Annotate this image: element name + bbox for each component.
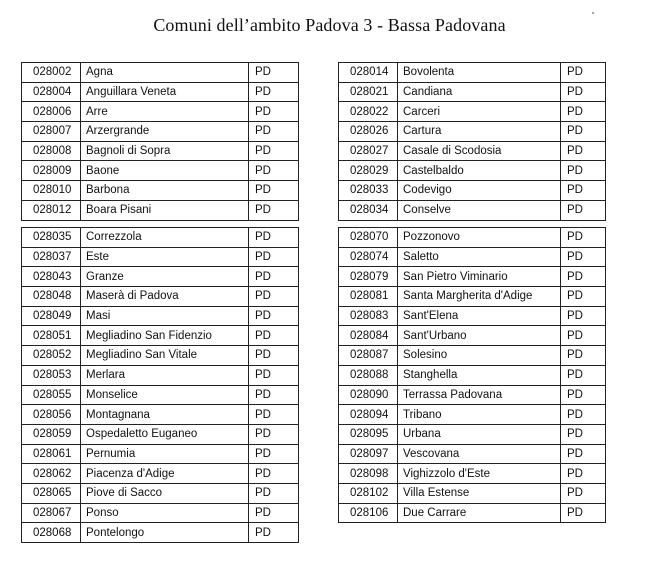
- province-cell: PD: [561, 444, 606, 464]
- table-row: [339, 102, 606, 122]
- table-row: [22, 267, 299, 287]
- province-cell: PD: [249, 181, 299, 201]
- table-row: [339, 181, 606, 201]
- table-row: [339, 122, 606, 142]
- table-row: [22, 365, 299, 385]
- comune-code-cell: 028049: [22, 306, 81, 326]
- comune-name-cell: Candiana: [398, 82, 561, 102]
- comune-name-cell: Vighizzolo d'Este: [398, 464, 561, 484]
- table-row: [339, 287, 606, 307]
- comune-name-cell: Ospedaletto Euganeo: [81, 424, 249, 444]
- province-cell: PD: [561, 464, 606, 484]
- table-row: [22, 287, 299, 307]
- comune-name-cell: Vescovana: [398, 444, 561, 464]
- province-cell: PD: [249, 365, 299, 385]
- comune-name-cell: Urbana: [398, 424, 561, 444]
- comune-code-cell: 028055: [22, 385, 81, 405]
- comune-code-cell: 028081: [339, 287, 398, 307]
- comuni-table-top-left: [21, 62, 299, 221]
- table-row: [22, 141, 299, 161]
- province-cell: PD: [249, 247, 299, 267]
- comune-name-cell: Codevigo: [398, 181, 561, 201]
- comune-name-cell: Saletto: [398, 247, 561, 267]
- comune-name-cell: Megliadino San Vitale: [81, 346, 249, 366]
- comune-code-cell: 028021: [339, 82, 398, 102]
- comune-name-cell: Baone: [81, 161, 249, 181]
- province-cell: PD: [249, 63, 299, 83]
- table-row: [339, 228, 606, 248]
- comune-name-cell: Arre: [81, 102, 249, 122]
- comune-code-cell: 028067: [22, 503, 81, 523]
- province-cell: PD: [561, 385, 606, 405]
- province-cell: PD: [561, 267, 606, 287]
- comune-name-cell: Megliadino San Fidenzio: [81, 326, 249, 346]
- comuni-table-top-right: [338, 62, 606, 221]
- province-cell: PD: [249, 444, 299, 464]
- table-row: [22, 63, 299, 83]
- table-row: [22, 122, 299, 142]
- comune-code-cell: 028059: [22, 424, 81, 444]
- comune-code-cell: 028097: [339, 444, 398, 464]
- comune-code-cell: 028014: [339, 63, 398, 83]
- table-row: [339, 63, 606, 83]
- comune-code-cell: 028022: [339, 102, 398, 122]
- province-cell: PD: [249, 141, 299, 161]
- table-row: [339, 365, 606, 385]
- province-cell: PD: [561, 102, 606, 122]
- comune-name-cell: Pontelongo: [81, 523, 249, 543]
- comune-name-cell: Terrassa Padovana: [398, 385, 561, 405]
- comune-code-cell: 028009: [22, 161, 81, 181]
- comune-code-cell: 028051: [22, 326, 81, 346]
- comune-name-cell: Bovolenta: [398, 63, 561, 83]
- comune-name-cell: Anguillara Veneta: [81, 82, 249, 102]
- province-cell: PD: [249, 287, 299, 307]
- table-row: [339, 444, 606, 464]
- province-cell: PD: [561, 141, 606, 161]
- province-cell: PD: [249, 424, 299, 444]
- comune-name-cell: Este: [81, 247, 249, 267]
- comune-code-cell: 028062: [22, 464, 81, 484]
- comune-code-cell: 028084: [339, 326, 398, 346]
- province-cell: PD: [561, 287, 606, 307]
- province-cell: PD: [561, 405, 606, 425]
- comune-name-cell: Piacenza d'Adige: [81, 464, 249, 484]
- comune-code-cell: 028106: [339, 503, 398, 523]
- province-cell: PD: [561, 181, 606, 201]
- province-cell: PD: [249, 523, 299, 543]
- province-cell: PD: [249, 122, 299, 142]
- table-row: [339, 346, 606, 366]
- table-row: [22, 326, 299, 346]
- province-cell: PD: [561, 365, 606, 385]
- table-row: [22, 464, 299, 484]
- province-cell: PD: [249, 385, 299, 405]
- comune-code-cell: 028065: [22, 483, 81, 503]
- comune-code-cell: 028010: [22, 181, 81, 201]
- comune-code-cell: 028006: [22, 102, 81, 122]
- province-cell: PD: [561, 326, 606, 346]
- comune-code-cell: 028098: [339, 464, 398, 484]
- comuni-table-bottom-left: [21, 227, 299, 543]
- comune-name-cell: Ponso: [81, 503, 249, 523]
- comune-code-cell: 028102: [339, 483, 398, 503]
- table-row: [22, 306, 299, 326]
- table-row: [339, 503, 606, 523]
- comune-code-cell: 028053: [22, 365, 81, 385]
- province-cell: PD: [249, 306, 299, 326]
- comune-code-cell: 028037: [22, 247, 81, 267]
- province-cell: PD: [249, 102, 299, 122]
- comune-name-cell: Pernumia: [81, 444, 249, 464]
- table-row: [339, 161, 606, 181]
- page-title: Comuni dell’ambito Padova 3 - Bassa Padovana: [153, 15, 506, 35]
- province-cell: PD: [249, 464, 299, 484]
- comune-code-cell: 028070: [339, 228, 398, 248]
- comune-code-cell: 028043: [22, 267, 81, 287]
- comune-code-cell: 028094: [339, 405, 398, 425]
- table-row: [22, 346, 299, 366]
- comune-code-cell: 028087: [339, 346, 398, 366]
- province-cell: PD: [561, 483, 606, 503]
- comune-code-cell: 028090: [339, 385, 398, 405]
- table-row: [339, 141, 606, 161]
- comune-name-cell: Solesino: [398, 346, 561, 366]
- province-cell: PD: [561, 346, 606, 366]
- province-cell: PD: [249, 503, 299, 523]
- comune-code-cell: 028068: [22, 523, 81, 543]
- comune-name-cell: Merlara: [81, 365, 249, 385]
- scan-speck: [592, 12, 594, 14]
- comune-name-cell: Casale di Scodosia: [398, 141, 561, 161]
- table-row: [339, 424, 606, 444]
- table-row: [22, 405, 299, 425]
- comune-code-cell: 028052: [22, 346, 81, 366]
- comune-code-cell: 028048: [22, 287, 81, 307]
- comune-name-cell: Sant'Elena: [398, 306, 561, 326]
- comune-name-cell: Carceri: [398, 102, 561, 122]
- province-cell: PD: [249, 228, 299, 248]
- table-row: [339, 247, 606, 267]
- comune-name-cell: Arzergrande: [81, 122, 249, 142]
- comune-code-cell: 028095: [339, 424, 398, 444]
- comune-name-cell: Castelbaldo: [398, 161, 561, 181]
- comune-name-cell: San Pietro Viminario: [398, 267, 561, 287]
- comune-name-cell: Due Carrare: [398, 503, 561, 523]
- province-cell: PD: [561, 200, 606, 220]
- comune-code-cell: 028026: [339, 122, 398, 142]
- comune-name-cell: Pozzonovo: [398, 228, 561, 248]
- province-cell: PD: [561, 228, 606, 248]
- table-row: [339, 267, 606, 287]
- comune-name-cell: Piove di Sacco: [81, 483, 249, 503]
- province-cell: PD: [249, 405, 299, 425]
- province-cell: PD: [249, 82, 299, 102]
- comune-code-cell: 028088: [339, 365, 398, 385]
- table-row: [339, 326, 606, 346]
- comune-name-cell: Maserà di Padova: [81, 287, 249, 307]
- comune-code-cell: 028035: [22, 228, 81, 248]
- comune-code-cell: 028008: [22, 141, 81, 161]
- comune-code-cell: 028061: [22, 444, 81, 464]
- table-row: [22, 228, 299, 248]
- province-cell: PD: [249, 483, 299, 503]
- table-row: [22, 200, 299, 220]
- province-cell: PD: [561, 122, 606, 142]
- comune-name-cell: Bagnoli di Sopra: [81, 141, 249, 161]
- table-row: [339, 405, 606, 425]
- comune-name-cell: Villa Estense: [398, 483, 561, 503]
- table-row: [22, 161, 299, 181]
- comune-code-cell: 028079: [339, 267, 398, 287]
- province-cell: PD: [561, 82, 606, 102]
- table-row: [22, 102, 299, 122]
- province-cell: PD: [249, 326, 299, 346]
- table-row: [22, 181, 299, 201]
- province-cell: PD: [249, 346, 299, 366]
- comune-name-cell: Montagnana: [81, 405, 249, 425]
- comune-name-cell: Cartura: [398, 122, 561, 142]
- comuni-table-bottom-right: [338, 227, 606, 523]
- province-cell: PD: [249, 267, 299, 287]
- comune-name-cell: Sant'Urbano: [398, 326, 561, 346]
- table-row: [22, 483, 299, 503]
- comune-code-cell: 028029: [339, 161, 398, 181]
- comune-name-cell: Stanghella: [398, 365, 561, 385]
- province-cell: PD: [561, 306, 606, 326]
- comune-code-cell: 028012: [22, 200, 81, 220]
- comune-name-cell: Tribano: [398, 405, 561, 425]
- table-row: [339, 483, 606, 503]
- table-row: [22, 82, 299, 102]
- comune-name-cell: Barbona: [81, 181, 249, 201]
- comune-code-cell: 028056: [22, 405, 81, 425]
- comune-name-cell: Santa Margherita d'Adige: [398, 287, 561, 307]
- comune-code-cell: 028007: [22, 122, 81, 142]
- comune-code-cell: 028074: [339, 247, 398, 267]
- table-row: [22, 444, 299, 464]
- comune-code-cell: 028034: [339, 200, 398, 220]
- comune-name-cell: Granze: [81, 267, 249, 287]
- table-row: [339, 385, 606, 405]
- comune-code-cell: 028033: [339, 181, 398, 201]
- table-row: [22, 523, 299, 543]
- table-row: [339, 200, 606, 220]
- province-cell: PD: [561, 161, 606, 181]
- comune-name-cell: Correzzola: [81, 228, 249, 248]
- province-cell: PD: [249, 200, 299, 220]
- table-row: [22, 424, 299, 444]
- table-row: [339, 464, 606, 484]
- table-row: [22, 247, 299, 267]
- comune-name-cell: Conselve: [398, 200, 561, 220]
- comune-code-cell: 028004: [22, 82, 81, 102]
- comune-name-cell: Boara Pisani: [81, 200, 249, 220]
- table-row: [22, 503, 299, 523]
- province-cell: PD: [561, 247, 606, 267]
- comune-code-cell: 028083: [339, 306, 398, 326]
- comune-name-cell: Masi: [81, 306, 249, 326]
- province-cell: PD: [561, 63, 606, 83]
- province-cell: PD: [561, 503, 606, 523]
- comune-code-cell: 028002: [22, 63, 81, 83]
- table-row: [339, 82, 606, 102]
- comune-code-cell: 028027: [339, 141, 398, 161]
- table-row: [22, 385, 299, 405]
- province-cell: PD: [249, 161, 299, 181]
- comune-name-cell: Monselice: [81, 385, 249, 405]
- table-row: [339, 306, 606, 326]
- comune-name-cell: Agna: [81, 63, 249, 83]
- province-cell: PD: [561, 424, 606, 444]
